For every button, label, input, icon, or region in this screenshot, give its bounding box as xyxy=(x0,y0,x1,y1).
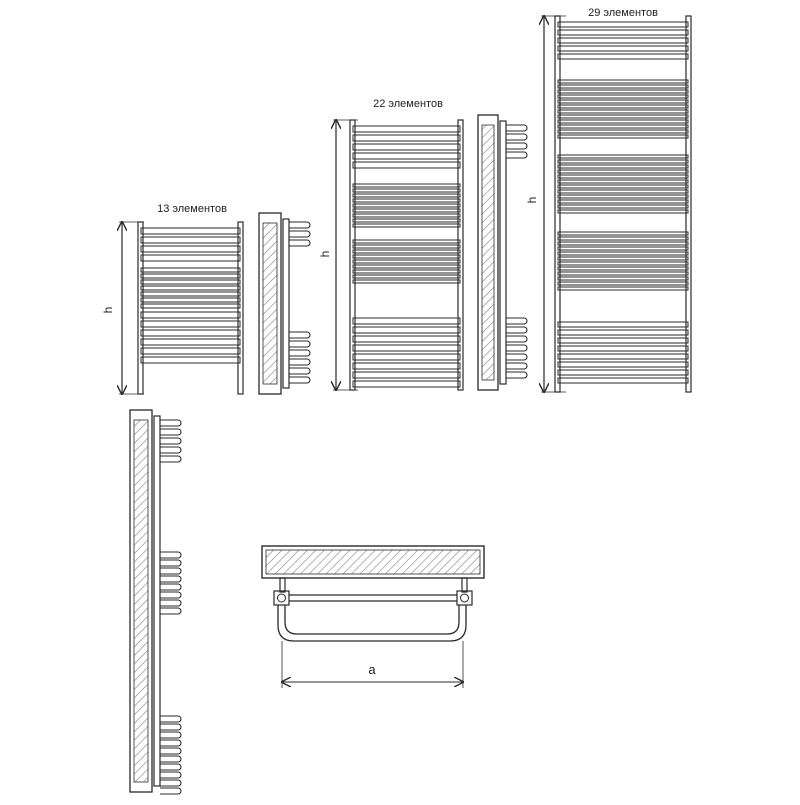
crossbar xyxy=(141,274,240,278)
radiator-13-side xyxy=(259,213,310,394)
crossbar xyxy=(558,210,688,213)
crossbar xyxy=(141,312,240,318)
hook-bar xyxy=(160,438,181,444)
crossbar xyxy=(353,224,460,227)
hook-bar xyxy=(160,740,181,746)
crossbar xyxy=(353,372,460,378)
crossbar xyxy=(558,330,688,335)
crossbar xyxy=(141,237,240,243)
crossbar xyxy=(141,292,240,296)
crossbar xyxy=(353,135,460,141)
crossbar xyxy=(141,228,240,234)
crossbar xyxy=(558,95,688,98)
crossbar xyxy=(353,255,460,258)
crossbar xyxy=(141,286,240,290)
crossbar xyxy=(558,160,688,163)
crossbar xyxy=(353,280,460,283)
hook-bar xyxy=(506,318,527,324)
hook-bar xyxy=(160,568,181,574)
crossbar xyxy=(558,185,688,188)
crossbar xyxy=(353,381,460,387)
crossbar xyxy=(353,184,460,187)
crossbar xyxy=(353,219,460,222)
crossbar xyxy=(558,370,688,375)
hook-bar xyxy=(160,748,181,754)
hook-bar xyxy=(160,576,181,582)
crossbar xyxy=(353,126,460,132)
crossbar xyxy=(353,245,460,248)
crossbar xyxy=(353,345,460,351)
hook-bar xyxy=(160,724,181,730)
crossbar xyxy=(558,90,688,93)
crossbar xyxy=(558,252,688,255)
crossbar xyxy=(558,170,688,173)
crossbar xyxy=(353,275,460,278)
crossbar xyxy=(141,330,240,336)
hook-bar xyxy=(289,222,310,228)
crossbar xyxy=(141,339,240,345)
hook-bar xyxy=(160,420,181,426)
crossbar xyxy=(141,268,240,272)
crossbar xyxy=(558,125,688,128)
crossbar xyxy=(558,80,688,83)
model-29-label: 29 элементов xyxy=(588,7,658,19)
crossbar xyxy=(141,246,240,252)
crossbar xyxy=(141,321,240,327)
hook-bar xyxy=(160,772,181,778)
crossbar xyxy=(353,363,460,369)
crossbar xyxy=(558,85,688,88)
hook-bar xyxy=(506,345,527,351)
hook-bar xyxy=(160,764,181,770)
radiator-22-side xyxy=(478,115,527,390)
crossbar xyxy=(558,322,688,327)
crossbar xyxy=(558,247,688,250)
model-22-label: 22 элементов xyxy=(373,98,443,110)
crossbar xyxy=(353,250,460,253)
hook-bar xyxy=(289,377,310,383)
crossbar xyxy=(558,175,688,178)
crossbar xyxy=(141,255,240,261)
crossbar xyxy=(558,262,688,265)
crossbar xyxy=(558,190,688,193)
crossbar xyxy=(353,144,460,150)
hook-bar xyxy=(506,354,527,360)
crossbar xyxy=(558,362,688,367)
crossbar xyxy=(141,280,240,284)
crossbar xyxy=(353,327,460,333)
crossbar xyxy=(141,304,240,308)
wall-hatch xyxy=(482,125,494,380)
left-collector-pipe xyxy=(278,594,286,602)
crossbar xyxy=(141,348,240,354)
crossbar xyxy=(558,338,688,343)
crossbar xyxy=(558,110,688,113)
crossbar xyxy=(558,277,688,280)
hook-bar xyxy=(289,231,310,237)
crossbar xyxy=(558,267,688,270)
crossbar xyxy=(558,100,688,103)
hook-bar xyxy=(506,143,527,149)
right-collector xyxy=(686,16,691,392)
hook-bar xyxy=(289,332,310,338)
wall-hatch xyxy=(134,420,148,782)
height-dimension-29 xyxy=(541,16,566,392)
width-dimension-label: a xyxy=(368,662,376,677)
crossbar xyxy=(558,115,688,118)
model-29-height-label: h xyxy=(525,196,539,204)
crossbar xyxy=(558,242,688,245)
crossbar xyxy=(558,155,688,158)
hook-bar xyxy=(506,336,527,342)
crossbar xyxy=(353,265,460,268)
left-collector-section xyxy=(274,591,289,605)
hook-bar xyxy=(160,608,181,614)
hook-bar xyxy=(506,125,527,131)
radiator-22-front xyxy=(350,120,463,390)
crossbar xyxy=(558,105,688,108)
hook-bar xyxy=(506,327,527,333)
crossbar xyxy=(353,204,460,207)
hook-bar xyxy=(506,363,527,369)
model-22-height-label: h xyxy=(318,250,332,258)
crossbar xyxy=(558,130,688,133)
hook-bar xyxy=(160,788,181,794)
hook-bar xyxy=(506,372,527,378)
hook-bar xyxy=(289,359,310,365)
crossbar xyxy=(353,270,460,273)
crossbar xyxy=(558,272,688,275)
crossbar xyxy=(353,189,460,192)
left-collector xyxy=(555,16,560,392)
side-collector xyxy=(283,219,289,388)
radiator-large-side xyxy=(130,410,181,794)
crossbar xyxy=(558,205,688,208)
crossbar xyxy=(141,357,240,363)
hook-bar xyxy=(160,716,181,722)
right-collector-pipe xyxy=(461,594,469,602)
crossbar xyxy=(558,354,688,359)
hook-bar xyxy=(160,560,181,566)
hook-bar xyxy=(160,429,181,435)
hook-bar xyxy=(289,368,310,374)
hook-bar xyxy=(506,152,527,158)
crossbar xyxy=(353,336,460,342)
hook-bar xyxy=(160,456,181,462)
model-13-height-label: h xyxy=(101,306,115,314)
crossbar xyxy=(353,354,460,360)
crossbar xyxy=(558,237,688,240)
crossbar xyxy=(558,195,688,198)
crossbar xyxy=(353,194,460,197)
radiator-29-front xyxy=(555,16,691,392)
crossbar xyxy=(353,209,460,212)
crossbar xyxy=(353,214,460,217)
crossbar xyxy=(353,318,460,324)
crossbar xyxy=(558,22,688,27)
towel-loop-inner xyxy=(285,605,459,634)
hook-bar xyxy=(160,584,181,590)
crossbar xyxy=(558,165,688,168)
crossbar xyxy=(141,298,240,302)
right-bracket xyxy=(462,578,467,592)
crossbar xyxy=(558,30,688,35)
hook-bar xyxy=(289,240,310,246)
crossbar xyxy=(558,200,688,203)
crossbar xyxy=(353,199,460,202)
hook-bar xyxy=(160,732,181,738)
crossbar xyxy=(353,260,460,263)
crossbar xyxy=(353,240,460,243)
crossbar xyxy=(558,46,688,51)
hook-bar xyxy=(160,592,181,598)
right-collector-section xyxy=(457,591,472,605)
crossbar xyxy=(558,346,688,351)
left-bracket xyxy=(280,578,285,592)
crossbar xyxy=(353,162,460,168)
hook-bar xyxy=(160,552,181,558)
crossbar xyxy=(558,180,688,183)
hook-bar xyxy=(289,350,310,356)
hook-bar xyxy=(160,447,181,453)
side-collector xyxy=(154,416,160,786)
hook-bar xyxy=(289,341,310,347)
hook-bar xyxy=(160,780,181,786)
hook-bar xyxy=(506,134,527,140)
crossbar xyxy=(558,232,688,235)
crossbar xyxy=(558,282,688,285)
model-13-label: 13 элементов xyxy=(157,203,227,215)
hook-bar xyxy=(160,600,181,606)
crossbar xyxy=(558,378,688,383)
crossbar xyxy=(558,257,688,260)
crossbar xyxy=(558,120,688,123)
crossbar xyxy=(558,287,688,290)
crossbar xyxy=(558,135,688,138)
side-collector xyxy=(500,121,506,384)
crossbar xyxy=(558,54,688,59)
hook-bar xyxy=(160,756,181,762)
height-dimension-13 xyxy=(119,222,144,394)
wall-hatch xyxy=(263,223,277,384)
radiator-13-front xyxy=(138,222,243,394)
crossbar xyxy=(353,153,460,159)
crossbar xyxy=(558,38,688,43)
towel-loop-outer xyxy=(278,605,466,641)
wall-hatch xyxy=(266,550,480,574)
